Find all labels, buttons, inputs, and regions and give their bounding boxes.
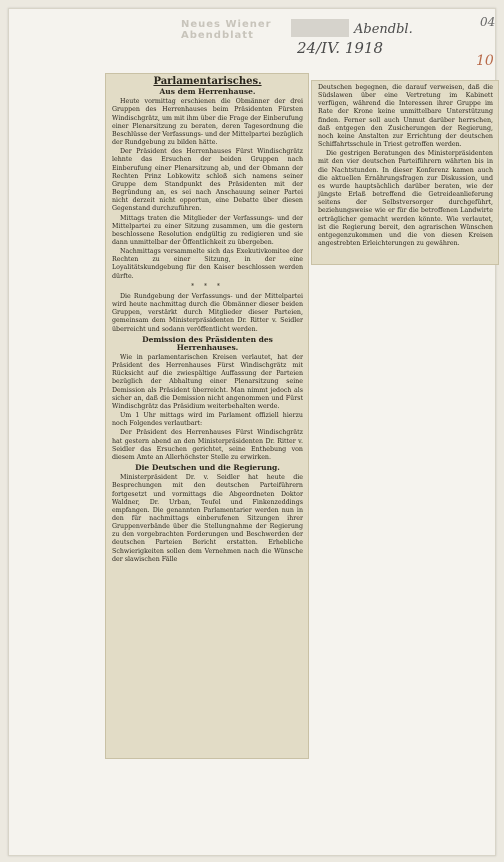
- paragraph: Heute vormittag erschienen die Obmänner der drei Gruppen des Herrenhauses beim Präsidenten Fürsten Windischgrätz, um mit ihm über die Frage der Einberufung einer Plenarsitzung zu beraten, deren Tagesordnung die Beschlüsse der Verfassungs- und der Mittelpartei bezüglich der Rundgebung zu bilden hätte.: [112, 98, 303, 147]
- article-title: Parlamentarisches.: [153, 76, 262, 87]
- paragraph: Die gestrigen Beratungen des Ministerpräsidenten mit den vier deutschen Parteiführern währten bis in die Nachtstunden. In dieser Konferenz kamen auch die aktuellen Ernährungsfragen zur Diskussion, und es wurde hauptsächlich darüber beraten, wie der jüngste Erlaß betreffend die Getreideanlieferung seitens der Selbstversorger durchgeführt, beziehungsweise wie er für die betroffenen Landwirte erträglicher gemacht werden könnte. Wie verlautet, ist die Regierung bereit, den agrarischen Wünschen entgegenzukommen und die von diesen Kreisen angestrebten Erleichterungen zu gewähren.: [318, 150, 493, 247]
- paragraph: Wie in parlamentarischen Kreisen verlautet, hat der Präsident des Herrenhauses Fürst Windischgrätz mit Rücksicht auf die zwiespältige Auffassung der Parteien bezüglich der Abhaltung einer Plenarsitzung seine Demission als Präsident überreicht. Man nimmt jedoch als sicher an, daß die Demission nicht angenommen und Fürst Windischgrätz das Präsidium weiterbehalten werde.: [112, 354, 303, 410]
- archive-sheet: [8, 8, 496, 856]
- paragraph: Um 1 Uhr mittags wird im Parlament offiziell hierzu noch Folgendes verlautbart:: [112, 412, 303, 428]
- newspaper-masthead: Neues Wiener Abendblatt: [181, 19, 272, 41]
- paragraph: Mittags traten die Mitglieder der Verfassungs- und der Mittelpartei zu einer Sitzung zusammen, um die gestern beschlossene Resolution endgültig zu redigieren und sie dann unmittelbar der Öffentlichkeit zu übergeben.: [112, 214, 303, 246]
- paragraph: Der Präsident des Herrenhauses Fürst Windischgrätz hat gestern abend an den Ministerpräsidenten Dr. Ritter v. Seidler das Ersuchen gerichtet, seine Enthebung von diesem Amte an Allerhöchster Stelle zu erwirken.: [112, 429, 303, 461]
- section-heading-herrenhaus: Aus dem Herrenhause.: [159, 87, 256, 97]
- section-heading-deutschen: Die Deutschen und die Regierung.: [135, 463, 280, 473]
- paragraph: Ministerpräsident Dr. v. Seidler hat heute die Besprechungen mit den deutschen Parteiführern fortgesetzt und vormittags die Abgeordneten Doktor Waldner, Dr. Urban, Teufel und Finkenzeddings empfangen. Die genannten Parlamentarier werden nun in den für nachmittags einberufenen Sitzungen ihrer Gruppenverbände über die Stellungnahme der Regierung zu den vorgebrachten Forderungen und Beschwerden der deutschen Parteien Bericht erstatten. Erhebliche Schwierigkeiten sollen dem Vernehmen nach die Wünsche der slawischen Fälle: [112, 474, 303, 563]
- handwritten-name: Abendbl.: [354, 22, 413, 37]
- newspaper-clipping-left: [105, 73, 309, 759]
- section-heading-demission: Demission des Präsidenten des Herrenhauses.: [142, 334, 273, 352]
- archive-number-top: 04: [480, 15, 496, 29]
- paragraph: Die Rundgebung der Verfassungs- und der Mittelpartei wird heute nachmittag durch die Obmänner dieser beiden Gruppen, verstärkt durch Mitglieder dieser Parteien, gemeinsam dem Ministerpräsidenten Dr. Ritter v. Seidler überreicht und sodann veröffentlicht werden.: [112, 292, 303, 333]
- handwritten-date: 24/IV. 1918: [297, 39, 383, 57]
- paragraph: Deutschen begegnen, die darauf verweisen, daß die Südslawen über eine Vertretung im Kabinett verfügen, während die Interessen ihrer Gruppe im Rate der Krone keine unmittelbare Unterstützung finden. Ferner soll auch Unmut darüber herrschen, daß entgegen den Zusicherungen der Regierung, noch keine Anstalten zur Errichtung der deutschen Schiffahrtsschule in Triest getroffen werden.: [318, 84, 493, 149]
- archive-number-red: 10: [476, 53, 494, 69]
- paragraph: Nachmittags versammelte sich das Exekutivkomitee der Rechten zu einer Sitzung, in der eine Loyalitätskundgebung für den Kaiser beschlossen werden dürfte.: [112, 248, 303, 280]
- section-separator: * * *: [191, 282, 224, 290]
- masthead-stamp: [291, 19, 349, 37]
- newspaper-clipping-right: [311, 80, 499, 265]
- paragraph: Der Präsident des Herrenhauses Fürst Windischgrätz lehnte das Ersuchen der beiden Gruppen nach Einberufung einer Plenarsitzung ab, und der Obmann der Rechten Prinz Lobkowitz schloß sich namens seiner Gruppe dem Standpunkt des Präsidenten mit der Begründung an, es sei nach Anschauung seiner Partei nicht derzeit nicht opportun, eine Debatte über diesen Gegenstand durchzuführen.: [112, 148, 303, 213]
